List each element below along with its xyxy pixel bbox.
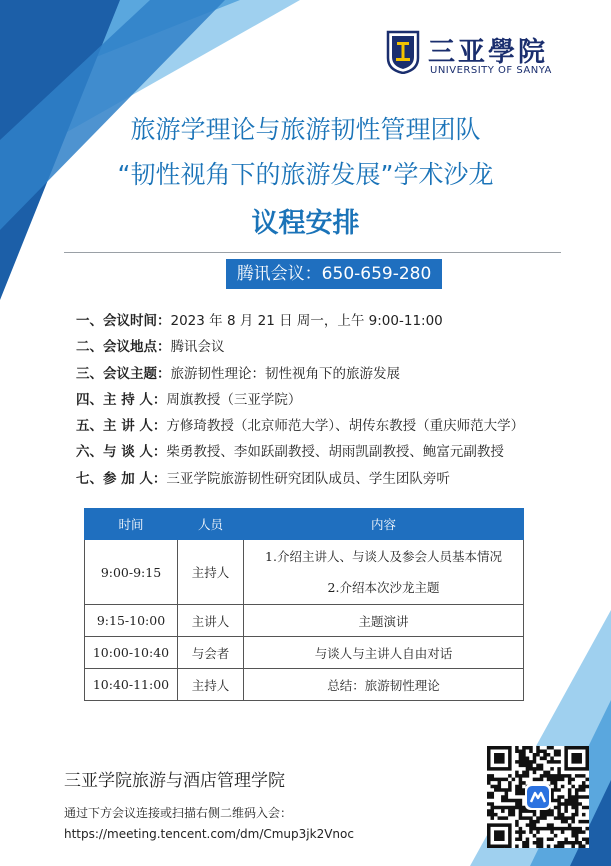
agenda-item-participants	[76, 466, 524, 492]
agenda-item-discussants	[76, 439, 524, 465]
title-line-1: 旅游学理论与旅游韧性管理团队	[130, 115, 481, 144]
table-row	[85, 669, 524, 701]
tencent-meeting-icon	[525, 784, 551, 810]
agenda-value: 方修琦教授（北京师范大学）、胡传东教授（重庆师范大学）	[166, 418, 525, 435]
cell-content: 主题演讲	[244, 605, 524, 637]
agenda-label: 六、与 谈 人：	[76, 444, 167, 461]
college-name: 三亚学院旅游与酒店管理学院	[64, 771, 285, 791]
table-row	[85, 637, 524, 669]
agenda-item-speakers	[76, 413, 524, 439]
table-row	[85, 605, 524, 637]
agenda-item-host	[76, 387, 524, 413]
agenda-value: 旅游韧性理论：韧性视角下的旅游发展	[170, 365, 400, 382]
meeting-id-badge: 腾讯会议：650-659-280	[226, 259, 442, 289]
column-header-person: 人员	[178, 509, 244, 540]
agenda-list	[76, 308, 524, 492]
column-header-content: 内容	[244, 509, 524, 540]
logo-name-en: UNIVERSITY OF SANYA	[430, 65, 552, 76]
table-row	[85, 540, 524, 605]
agenda-value: 周旗教授（三亚学院）	[166, 391, 302, 408]
agenda-label: 三、会议主题：	[76, 365, 171, 382]
schedule-table	[84, 508, 524, 701]
table-header-row	[85, 509, 524, 540]
agenda-value: 三亚学院旅游韧性研究团队成员、学生团队旁听	[166, 470, 450, 487]
page-title: 议程安排	[251, 208, 360, 239]
cell-time: 9:00-9:15	[85, 540, 178, 605]
meeting-link[interactable]: https://meeting.tencent.com/dm/Cmup3jk2Vnoc	[64, 827, 354, 841]
cell-time: 10:40-11:00	[85, 669, 178, 701]
cell-content	[244, 540, 524, 605]
agenda-label: 二、会议地点：	[76, 339, 171, 356]
logo-name-cn: 三亚學院	[428, 37, 548, 68]
cell-time: 9:15-10:00	[85, 605, 178, 637]
agenda-value: 柴勇教授、李如跃副教授、胡雨凯副教授、鲍富元副教授	[166, 444, 504, 461]
agenda-value: 腾讯会议	[170, 339, 225, 356]
university-logo	[386, 30, 576, 82]
agenda-label: 五、主 讲 人：	[76, 418, 167, 435]
university-seal-icon	[386, 30, 420, 74]
cell-person: 与会者	[178, 637, 244, 669]
cell-content: 总结：旅游韧性理论	[244, 669, 524, 701]
agenda-item-location	[76, 334, 524, 360]
join-instructions: 通过下方会议连接或扫描右侧二维码入会：	[64, 806, 293, 820]
content-line: 2.介绍本次沙龙主题	[327, 580, 440, 595]
agenda-item-theme	[76, 361, 524, 387]
content-line: 1.介绍主讲人、与谈人及参会人员基本情况	[265, 549, 502, 564]
cell-time: 10:00-10:40	[85, 637, 178, 669]
agenda-label: 一、会议时间：	[76, 313, 171, 329]
divider	[64, 252, 561, 253]
agenda-label: 四、主 持 人：	[76, 391, 167, 408]
cell-person: 主持人	[178, 540, 244, 605]
column-header-time: 时间	[85, 509, 178, 540]
cell-person: 主讲人	[178, 605, 244, 637]
cell-person: 主持人	[178, 669, 244, 701]
title-line-2: “韧性视角下的旅游发展”学术沙龙	[117, 160, 494, 189]
agenda-item-time	[76, 308, 524, 334]
cell-content: 与谈人与主讲人自由对话	[244, 637, 524, 669]
agenda-label: 七、参 加 人：	[76, 470, 167, 487]
qr-code[interactable]	[487, 746, 589, 848]
agenda-value: 2023 年 8 月 21 日 周一，上午 9:00-11:00	[170, 313, 443, 329]
